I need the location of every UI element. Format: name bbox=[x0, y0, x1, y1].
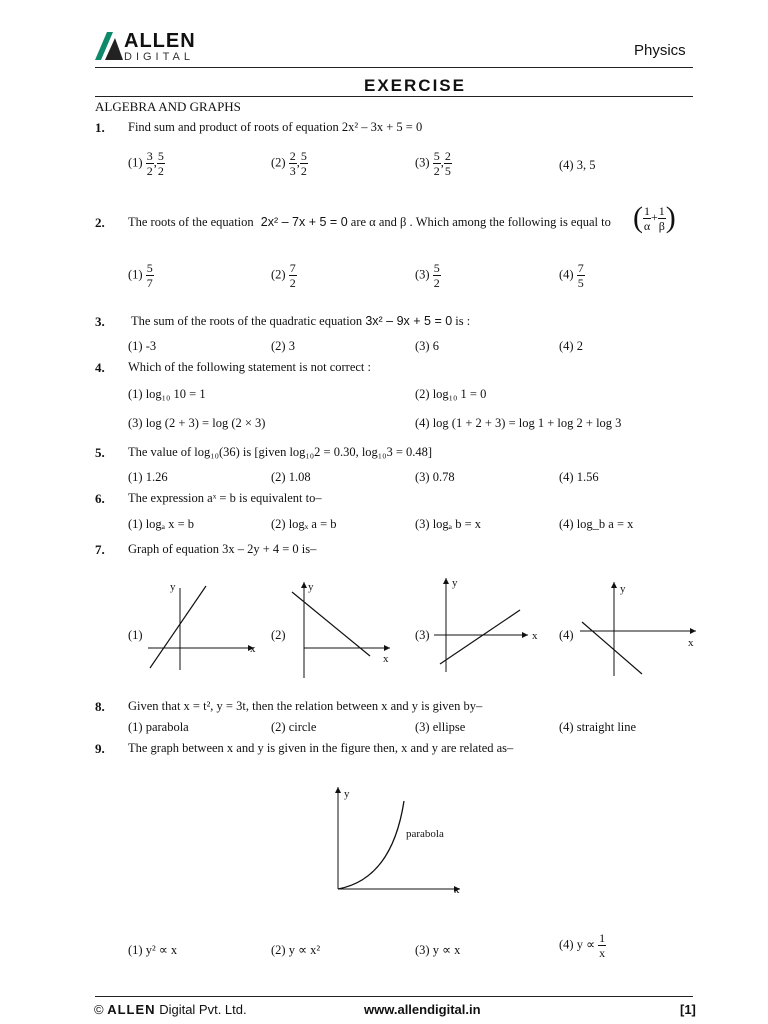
option-4[interactable]: (4) 3, 5 bbox=[559, 158, 596, 172]
graph-option-3 bbox=[432, 574, 544, 674]
option-3[interactable]: (3) $\frac{5}{2}$ bbox=[415, 261, 440, 290]
option-2[interactable]: (2) 1.08 bbox=[271, 470, 311, 484]
svg-text:x: x bbox=[250, 643, 256, 655]
question-number: 6. bbox=[95, 491, 105, 506]
option-1[interactable]: (1) bbox=[128, 628, 143, 642]
question-number: 8. bbox=[95, 699, 105, 714]
question-number: 5. bbox=[95, 445, 105, 460]
option-4[interactable]: (4) log (1 + 2 + 3) = log 1 + log 2 + log 3 bbox=[415, 416, 622, 430]
option-1[interactable]: (1) $\frac{3}{2}$ , $\frac{5}{2}$ bbox=[128, 149, 164, 178]
option-3[interactable]: (3) y ∝ x bbox=[415, 943, 461, 957]
option-4[interactable]: (4) 2 bbox=[559, 339, 583, 353]
question-text: The value of log₁₀(36) is [given log₁₀2 = 0.30, log₁₀3 = 0.48] bbox=[128, 445, 433, 459]
option-3[interactable]: (3) 0.78 bbox=[415, 470, 455, 484]
parabola-graph bbox=[322, 783, 472, 898]
footer-url[interactable]: www.allendigital.in bbox=[364, 1002, 481, 1017]
option-2[interactable]: (2) bbox=[271, 628, 286, 642]
svg-text:x: x bbox=[383, 653, 389, 665]
question-number: 1. bbox=[95, 120, 105, 135]
svg-text:y: y bbox=[308, 581, 314, 593]
option-1[interactable]: (1) log₁₀ 10 = 1 bbox=[128, 387, 206, 401]
question-number: 2. bbox=[95, 215, 105, 230]
footer-rule bbox=[95, 996, 693, 997]
option-2[interactable]: (2) y ∝ x² bbox=[271, 943, 321, 957]
option-3[interactable]: (3) $\frac{5}{2}$ , $\frac{2}{5}$ bbox=[415, 149, 451, 178]
option-3[interactable]: (3) 6 bbox=[415, 339, 439, 353]
question-number: 4. bbox=[95, 360, 105, 375]
question-number: 9. bbox=[95, 741, 105, 756]
svg-text:y: y bbox=[170, 581, 176, 593]
svg-text:y: y bbox=[452, 577, 458, 589]
option-4[interactable]: (4) straight line bbox=[559, 720, 637, 734]
option-2[interactable]: (2) $\frac{7}{2}$ bbox=[271, 261, 296, 290]
allen-logo-icon bbox=[93, 30, 125, 62]
option-2[interactable]: (2) log₁₀ 1 = 0 bbox=[415, 387, 487, 401]
option-2[interactable]: (2) $\frac{2}{3}$ , $\frac{5}{2}$ bbox=[271, 149, 307, 178]
question-text: Find sum and product of roots of equation 2x² – 3x + 5 = 0 bbox=[128, 120, 423, 134]
option-4[interactable]: (4) bbox=[559, 628, 574, 642]
svg-text:x: x bbox=[532, 630, 538, 642]
logo-text: ALLEN bbox=[124, 30, 196, 52]
graph-option-2 bbox=[288, 578, 398, 683]
svg-text:y: y bbox=[344, 788, 350, 800]
page-number: [1] bbox=[680, 1002, 696, 1017]
page-title: EXERCISE bbox=[364, 76, 466, 95]
question-text: The roots of the equation 2x² – 7x + 5 = 0 are α and β . Which among the following is equal to bbox=[128, 215, 611, 229]
option-1[interactable]: (1) logₐ x = b bbox=[128, 517, 195, 531]
option-4[interactable]: (4) y ∝ $\frac{1}{x}$ bbox=[559, 931, 606, 960]
alpha-beta-expression: ( $\frac{1}{\alpha}$ + $\frac{1}{\beta}$ ) bbox=[633, 201, 676, 234]
option-2[interactable]: (2) 3 bbox=[271, 339, 295, 353]
question-text: Graph of equation 3x – 2y + 4 = 0 is– bbox=[128, 542, 317, 556]
option-3[interactable]: (3) logₐ b = x bbox=[415, 517, 482, 531]
graph-option-4 bbox=[576, 578, 700, 678]
svg-text:parabola: parabola bbox=[406, 828, 444, 840]
question-text: Given that x = t², y = 3t, then the relation between x and y is given by– bbox=[128, 699, 483, 713]
header-rule bbox=[95, 67, 693, 68]
question-text: The expression aˣ = b is equivalent to– bbox=[128, 491, 322, 505]
question-text: The sum of the roots of the quadratic equation 3x² – 9x + 5 = 0 is : bbox=[131, 314, 471, 328]
option-4[interactable]: (4) log_b a = x bbox=[559, 517, 634, 531]
svg-text:x: x bbox=[688, 637, 694, 649]
option-4[interactable]: (4) 1.56 bbox=[559, 470, 599, 484]
question-text: The graph between x and y is given in the figure then, x and y are related as– bbox=[128, 741, 514, 755]
option-3[interactable]: (3) bbox=[415, 628, 430, 642]
option-3[interactable]: (3) log (2 + 3) = log (2 × 3) bbox=[128, 416, 266, 430]
option-1[interactable]: (1) y² ∝ x bbox=[128, 943, 178, 957]
option-1[interactable]: (1) parabola bbox=[128, 720, 189, 734]
graph-option-1 bbox=[144, 578, 264, 678]
option-1[interactable]: (1) 1.26 bbox=[128, 470, 168, 484]
footer-copyright: © ALLEN Digital Pvt. Ltd. bbox=[94, 1002, 247, 1017]
section-heading: ALGEBRA AND GRAPHS bbox=[95, 99, 241, 114]
question-text: Which of the following statement is not correct : bbox=[128, 360, 371, 374]
question-number: 7. bbox=[95, 542, 105, 557]
option-2[interactable]: (2) circle bbox=[271, 720, 317, 734]
svg-text:x: x bbox=[454, 884, 460, 896]
subject-label: Physics bbox=[634, 42, 686, 59]
option-3[interactable]: (3) ellipse bbox=[415, 720, 466, 734]
logo-subtext: DIGITAL bbox=[124, 51, 194, 63]
option-4[interactable]: (4) $\frac{7}{5}$ bbox=[559, 261, 584, 290]
option-1[interactable]: (1) -3 bbox=[128, 339, 157, 353]
question-number: 3. bbox=[95, 314, 105, 329]
option-1[interactable]: (1) $\frac{5}{7}$ bbox=[128, 261, 153, 290]
svg-text:y: y bbox=[620, 583, 626, 595]
option-2[interactable]: (2) logₓ a = b bbox=[271, 517, 337, 531]
title-rule bbox=[95, 96, 693, 97]
